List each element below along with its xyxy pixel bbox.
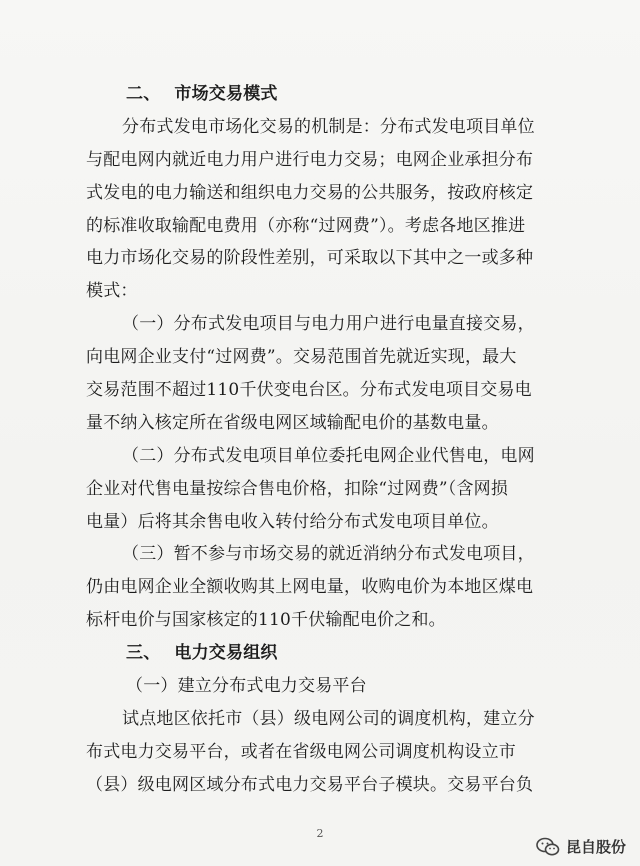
paragraph-line: 布式电力交易平台，或者在省级电网公司调度机构设立市	[86, 741, 516, 762]
paragraph-line: （三）暂不参与市场交易的就近消纳分布式发电项目，	[122, 544, 535, 565]
paragraph-line: （县）级电网区域分布式电力交易平台子模块。交易平台负	[86, 774, 534, 795]
paragraph-line: 的标准收取输配电费用（亦称“过网费”）。考虑各地区推进	[86, 215, 526, 236]
section-number: 二、	[126, 84, 161, 104]
paragraph-line: 交易范围不超过110千伏变电台区。分布式发电项目交易电	[86, 380, 532, 401]
wechat-icon	[536, 837, 560, 857]
paragraph-line: 模式：	[86, 281, 138, 302]
section-number: 三、	[126, 643, 161, 664]
paragraph-line: 电力市场化交易的阶段性差别，可采取以下其中之一或多种	[86, 248, 534, 269]
section-heading	[86, 78, 556, 111]
paragraph-line: （一）分布式发电项目与电力用户进行电量直接交易，	[122, 314, 535, 335]
paragraph-line: 标杆电价与国家核定的110千伏输配电价之和。	[86, 610, 446, 631]
paragraph-line: 试点地区依托市（县）级电网公司的调度机构，建立分	[122, 708, 535, 729]
watermark-text: 昆自股份	[565, 838, 626, 856]
paragraph-line: 向电网企业支付“过网费”。交易范围首先就近实现，最大	[86, 347, 517, 368]
section-title: 电力交易组织	[174, 643, 278, 664]
wechat-watermark	[536, 836, 626, 857]
paragraph-line: 电量）后将其余售电收入转付给分布式发电项目单位。	[86, 511, 499, 532]
paragraph-line: 分布式发电市场化交易的机制是：分布式发电项目单位	[122, 116, 535, 137]
paragraph-line: 企业对代售电量按综合售电价格，扣除“过网费”（含网损	[86, 478, 509, 499]
paragraph-line: （二）分布式发电项目单位委托电网企业代售电，电网	[122, 445, 535, 466]
document-body	[86, 78, 556, 802]
paragraph-line: 与配电网内就近电力用户进行电力交易；电网企业承担分布	[86, 149, 534, 170]
paragraph-line: 式发电的电力输送和组织电力交易的公共服务，按政府核定	[86, 182, 534, 203]
section-heading	[86, 637, 556, 670]
subsection-heading: （一）建立分布式电力交易平台	[126, 676, 367, 697]
paragraph-line: 量不纳入核定所在省级电网区域输配电价的基数电量。	[86, 412, 499, 433]
paragraph-line: 仍由电网企业全额收购其上网电量，收购电价为本地区煤电	[86, 577, 534, 598]
page-number: 2	[316, 827, 324, 840]
section-title: 市场交易模式	[174, 84, 278, 104]
